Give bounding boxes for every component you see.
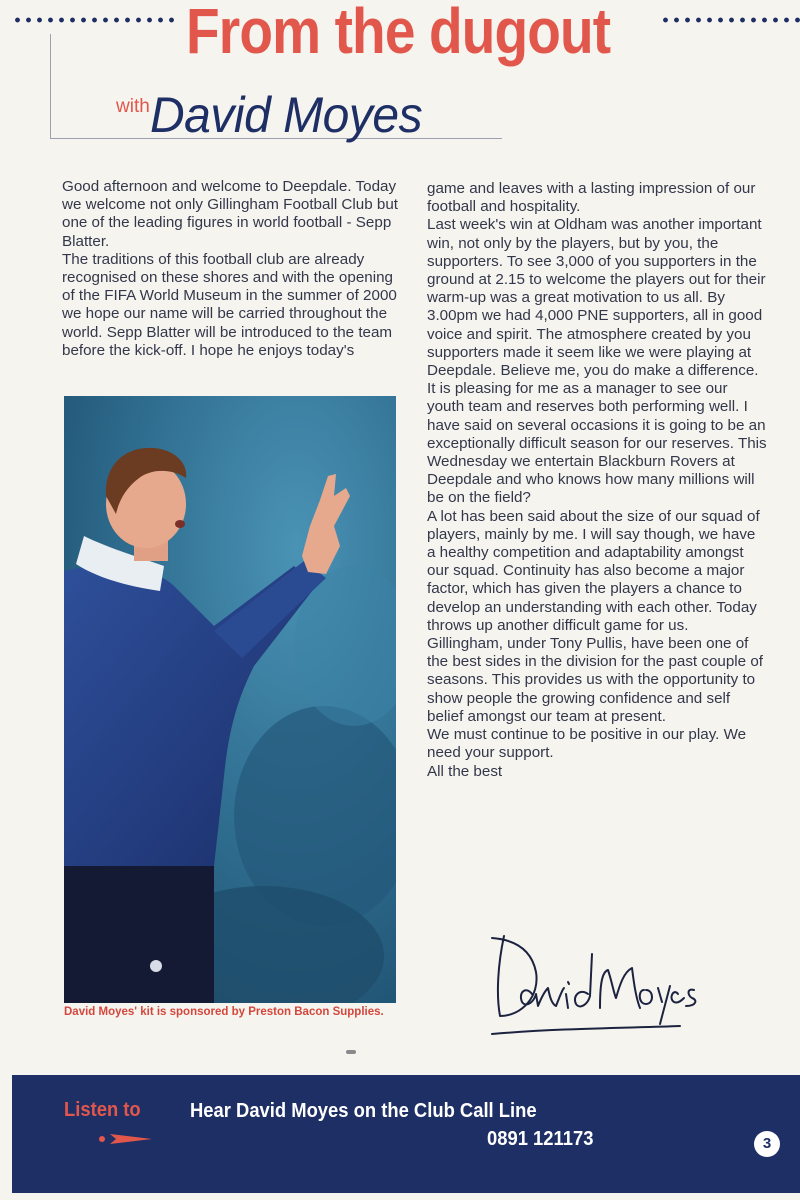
page-number-badge: 3 <box>754 1131 780 1157</box>
paragraph: All the best <box>427 762 503 780</box>
left-column-text <box>62 178 407 360</box>
decorative-dots-left <box>12 16 180 24</box>
paragraph: We must continue to be positive in our play. We need your support. <box>427 726 747 762</box>
page-title: From the dugout <box>186 0 611 67</box>
phone-number: 0891 121173 <box>487 1128 594 1150</box>
arrow-right-icon <box>96 1129 156 1149</box>
header-frame-rule-vertical <box>50 34 51 138</box>
photo-caption: David Moyes' kit is sponsored by Preston Bacon Supplies. <box>64 1006 384 1018</box>
paragraph: The traditions of this football club are already recognised on these shores and with the opening of the FIFA World Museum in the summer of 2000 we hope our name will be carried throughout the world. Sepp Blatter will be introduced to the team before the kick-off. I hope he enjoys today's <box>62 250 397 359</box>
manager-photo <box>64 396 396 1003</box>
with-label: with <box>116 96 150 117</box>
paragraph: It is pleasing for me as a manager to see our youth team and reserves both performing well. I have said on several occasions it is going to be an exceptionally difficult season for our reserves. This Wednesday we entertain Blackburn Rovers at Deepdale and who knows how many millions will be on the field? <box>427 380 767 507</box>
paragraph: A lot has been said about the size of our squad of players, mainly by me. I will say though, we have a healthy competition and adaptability amongst our squad. Continuity has also become a major factor, which has given the players a chance to develop an understanding with each other. Today throws up another difficult game for us. Gillingham, under Tony Pullis, have been one of the best sides in the division for the past couple of seasons. This provides us with the opportunity to show people the growing confidence and self belief amongst our team at present. <box>427 507 764 725</box>
handwritten-signature <box>482 924 702 1046</box>
paper-speck <box>346 1050 356 1054</box>
decorative-dots-right <box>660 16 800 24</box>
club-call-footer <box>12 1075 800 1193</box>
club-call-headline: Hear David Moyes on the Club Call Line <box>190 1100 537 1122</box>
listen-label: Listen to <box>64 1099 141 1121</box>
paragraph: game and leaves with a lasting impression of our football and hospitality. <box>427 180 756 216</box>
paragraph: Last week's win at Oldham was another important win, not only by the players, but by you, the supporters. To see 3,000 of you supporters in the ground at 2.15 to welcome the players out for their warm-up was a great motivation to us all. By 3.00pm we had 4,000 PNE supporters, all in good voice and spirit. The atmosphere created by you supporters made it seem like we were playing at Deepdale. Believe me, you do make a difference. <box>427 216 766 380</box>
paragraph: Good afternoon and welcome to Deepdale. Today we welcome not only Gillingham Football Club but one of the leading figures in world football - Sepp Blatter. <box>62 178 398 250</box>
author-name: David Moyes <box>150 87 423 143</box>
right-column-text <box>427 180 767 781</box>
